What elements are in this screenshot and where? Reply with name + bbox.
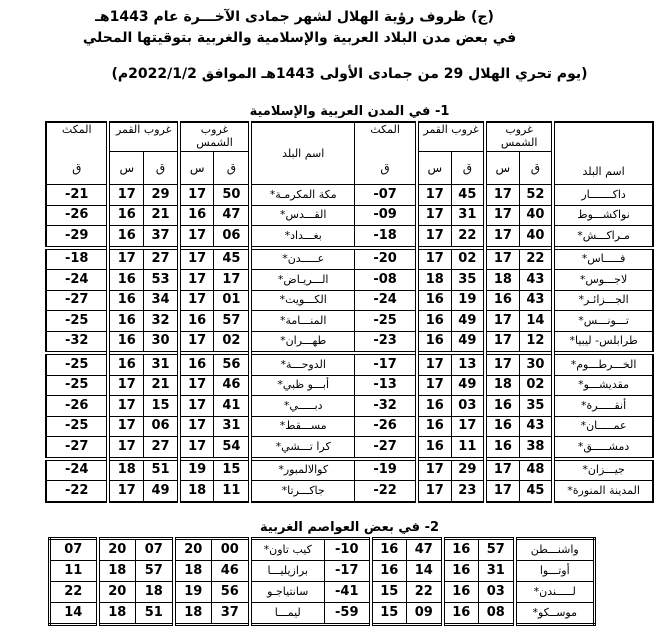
sun-h-cell: 18 [485,375,519,396]
moon-h-cell: 16 [417,331,451,353]
lag-cell: 25- [46,375,108,396]
moon-m-cell: 49 [451,331,485,353]
moon-h-cell: 17 [417,481,451,502]
sun-m-cell: 06 [214,226,250,248]
header-sunset: غروب الشمس [485,122,553,152]
moon-h-cell: 17 [108,396,143,417]
city-name: أبـــو ظبي* [250,375,354,396]
moon-m-cell: 35 [451,270,485,291]
sun-h-cell: 16 [443,561,479,582]
moon-m-cell: 17 [451,416,485,437]
moon-h-cell: 18 [98,561,136,582]
sun-h-cell: 17 [485,331,519,353]
lag-cell: 59- [325,603,371,625]
moon-m-cell: 21 [144,205,179,226]
city-name: واشنـــطن [515,539,595,561]
header-moonset: غروب القمر [417,122,485,152]
sun-m-cell: 03 [479,582,515,603]
city-name: المنـــامة* [250,311,354,332]
city-name: جيـــزان* [553,459,653,481]
moon-h-cell: 17 [108,375,143,396]
lag-cell: 27- [46,290,108,311]
sun-m-cell: 15 [214,459,250,481]
city-name: داكـــــــار [553,185,653,206]
sun-m-cell: 30 [519,353,553,375]
sun-h-cell: 18 [485,270,519,291]
table-row [46,185,653,206]
city-name: عمـــــان* [553,416,653,437]
table-row [50,582,595,603]
moon-h-cell: 17 [417,353,451,375]
lag-cell: 23- [355,331,417,353]
city-name: الـــريـاض* [250,270,354,291]
lag-cell: 09- [355,205,417,226]
moon-m-cell: 23 [451,481,485,502]
sun-h-cell: 17 [485,185,519,206]
document-title: (ج) ظروف رؤية الهلال لشهر جمادى الآخـــرة عام 1443هـ [95,9,494,25]
city-name: سانتياجـو [250,582,325,603]
sun-h-cell: 17 [485,248,519,270]
sun-h-cell: 18 [174,603,212,625]
city-name: كرا تـــشي* [250,437,354,459]
city-name: دمشـــــق* [553,437,653,459]
sun-h-cell: 17 [179,248,214,270]
lag-cell: 22 [50,582,98,603]
sun-m-cell: 40 [519,226,553,248]
document-subtitle: في بعض مدن البلاد العربية والإسلامية والغربية بتوقيتها المحلي [82,30,517,46]
lag-cell: 29- [46,226,108,248]
moon-m-cell: 18 [136,582,174,603]
moon-h-cell: 16 [371,539,407,561]
lag-cell: 07 [50,539,98,561]
lag-cell: 27- [355,437,417,459]
header-hour: س [179,152,214,185]
lag-cell: 22- [46,481,108,502]
lag-cell: 20- [355,248,417,270]
lag-cell: 17- [355,353,417,375]
lag-cell: 25- [46,416,108,437]
city-name: مســـقط* [250,416,354,437]
city-name: تـــونـــس* [553,311,653,332]
moon-h-cell: 17 [108,416,143,437]
moon-h-cell: 15 [371,603,407,625]
moon-h-cell: 16 [108,353,143,375]
lag-cell: 27- [46,437,108,459]
moon-h-cell: 16 [417,311,451,332]
sun-h-cell: 17 [485,353,519,375]
city-name: طرابلس- ليبيا* [553,331,653,353]
moon-m-cell: 13 [451,353,485,375]
sun-h-cell: 16 [485,290,519,311]
sun-h-cell: 16 [485,437,519,459]
sun-h-cell: 17 [485,459,519,481]
sun-h-cell: 16 [443,582,479,603]
table-row [46,270,653,291]
lag-cell: 25- [46,353,108,375]
header-hour: س [417,152,451,185]
moon-h-cell: 17 [108,185,143,206]
moon-m-cell: 15 [144,396,179,417]
section1-title: 1- في المدن العربية والإسلامية [249,104,450,119]
header-city: اسم البلد [553,122,653,185]
sun-h-cell: 16 [485,416,519,437]
moon-m-cell: 09 [407,603,443,625]
moon-m-cell: 22 [451,226,485,248]
city-name: المدينة المنورة* [553,481,653,502]
moon-h-cell: 17 [417,375,451,396]
moon-m-cell: 21 [144,375,179,396]
western-capitals-table [48,537,596,626]
moon-m-cell: 19 [451,290,485,311]
table-row [50,603,595,625]
sun-h-cell: 16 [179,205,214,226]
lag-cell: 25- [355,311,417,332]
city-name: جاكـــرتا* [250,481,354,502]
moon-h-cell: 16 [417,396,451,417]
lag-cell: 18- [355,226,417,248]
moon-h-cell: 17 [417,205,451,226]
table-row [46,311,653,332]
sun-m-cell: 45 [519,481,553,502]
sun-m-cell: 40 [519,205,553,226]
moon-h-cell: 17 [108,248,143,270]
sun-m-cell: 38 [519,437,553,459]
table-row [46,375,653,396]
sun-m-cell: 50 [214,185,250,206]
city-name: الجـــزائـر* [553,290,653,311]
moon-m-cell: 57 [136,561,174,582]
moon-m-cell: 45 [451,185,485,206]
sun-h-cell: 19 [179,459,214,481]
sun-m-cell: 57 [479,539,515,561]
table-row [46,396,653,417]
sun-m-cell: 31 [479,561,515,582]
sun-h-cell: 17 [485,226,519,248]
header-lag: المكث [355,122,417,152]
header-city: اسم البلد [250,122,354,185]
sun-h-cell: 16 [443,539,479,561]
moon-m-cell: 11 [451,437,485,459]
header-hour: س [485,152,519,185]
sun-h-cell: 17 [179,185,214,206]
arab-islamic-cities-table [45,121,654,503]
moon-m-cell: 06 [144,416,179,437]
sun-m-cell: 54 [214,437,250,459]
lag-cell: 21- [46,185,108,206]
lag-cell: 11 [50,561,98,582]
table-row [46,481,653,502]
sun-m-cell: 31 [214,416,250,437]
sun-h-cell: 17 [179,416,214,437]
city-name: عـــــدن* [250,248,354,270]
lag-cell: 17- [325,561,371,582]
lag-cell: 24- [46,270,108,291]
lag-cell: 41- [325,582,371,603]
city-name: كيب تاون* [250,539,325,561]
city-name: موســكو* [515,603,595,625]
moon-h-cell: 17 [108,437,143,459]
table-row [50,539,595,561]
sun-h-cell: 17 [179,270,214,291]
sun-h-cell: 17 [485,311,519,332]
sun-m-cell: 43 [519,416,553,437]
sun-m-cell: 22 [519,248,553,270]
lag-cell: 18- [46,248,108,270]
sun-m-cell: 35 [519,396,553,417]
moon-h-cell: 17 [108,481,143,502]
moon-m-cell: 29 [451,459,485,481]
table-row [46,437,653,459]
sun-h-cell: 17 [179,290,214,311]
moon-h-cell: 16 [371,561,407,582]
moon-h-cell: 20 [98,582,136,603]
sun-m-cell: 47 [214,205,250,226]
lag-cell: 25- [46,311,108,332]
moon-m-cell: 02 [451,248,485,270]
city-name: نواكشـــوط [553,205,653,226]
lag-cell: 24- [46,459,108,481]
table-row [46,290,653,311]
city-name: دبـــــي* [250,396,354,417]
city-name: الدوحـــة* [250,353,354,375]
moon-h-cell: 17 [417,248,451,270]
moon-h-cell: 17 [417,226,451,248]
moon-h-cell: 18 [98,603,136,625]
lag-cell: 24- [355,290,417,311]
lag-cell: 10- [325,539,371,561]
moon-h-cell: 16 [417,437,451,459]
moon-m-cell: 03 [451,396,485,417]
moon-h-cell: 20 [98,539,136,561]
header-minute: ق [355,152,417,185]
sun-m-cell: 46 [212,561,250,582]
moon-m-cell: 49 [144,481,179,502]
observation-date: (يوم تحري الهلال 29 من جمادى الأولى 1443هـ الموافق 2022/1/2م) [111,66,588,82]
header-minute: ق [144,152,179,185]
lag-cell: 14 [50,603,98,625]
header-minute: ق [46,152,108,185]
moon-h-cell: 15 [371,582,407,603]
sun-h-cell: 17 [485,481,519,502]
city-name: مقديشـــو* [553,375,653,396]
lag-cell: 13- [355,375,417,396]
header-lag: المكث [46,122,108,152]
city-name: الخـــرطـــوم* [553,353,653,375]
moon-h-cell: 16 [417,290,451,311]
moon-m-cell: 14 [407,561,443,582]
sun-h-cell: 20 [174,539,212,561]
city-name: لـــــندن* [515,582,595,603]
moon-m-cell: 30 [144,331,179,353]
sun-m-cell: 14 [519,311,553,332]
moon-m-cell: 27 [144,437,179,459]
lag-cell: 19- [355,459,417,481]
sun-m-cell: 52 [519,185,553,206]
city-name: كوالالمبور* [250,459,354,481]
table-row [46,205,653,226]
sun-m-cell: 41 [214,396,250,417]
city-name: لاجـــوس* [553,270,653,291]
header-moonset: غروب القمر [108,122,178,152]
moon-h-cell: 18 [108,459,143,481]
lag-cell: 08- [355,270,417,291]
header-sunset: غروب الشمس [179,122,250,152]
moon-m-cell: 34 [144,290,179,311]
moon-h-cell: 16 [108,270,143,291]
sun-m-cell: 45 [214,248,250,270]
city-name: برازيليـــا [250,561,325,582]
sun-m-cell: 01 [214,290,250,311]
sun-h-cell: 17 [179,226,214,248]
sun-m-cell: 08 [479,603,515,625]
city-name: بغـــداد* [250,226,354,248]
moon-m-cell: 49 [451,311,485,332]
sun-h-cell: 18 [179,481,214,502]
city-name: أوتـــوا [515,561,595,582]
sun-h-cell: 17 [179,331,214,353]
moon-m-cell: 29 [144,185,179,206]
sun-m-cell: 43 [519,290,553,311]
sun-m-cell: 00 [212,539,250,561]
lag-cell: 32- [46,331,108,353]
city-name: القـــدس* [250,205,354,226]
sun-h-cell: 16 [485,396,519,417]
city-name: مكة المكرمـة* [250,185,354,206]
sun-h-cell: 16 [179,353,214,375]
lag-cell: 26- [46,396,108,417]
sun-h-cell: 16 [179,311,214,332]
sun-m-cell: 56 [212,582,250,603]
sun-h-cell: 16 [443,603,479,625]
moon-h-cell: 16 [108,226,143,248]
moon-m-cell: 07 [136,539,174,561]
sun-m-cell: 17 [214,270,250,291]
table-row [50,561,595,582]
moon-h-cell: 16 [108,331,143,353]
lag-cell: 07- [355,185,417,206]
moon-m-cell: 47 [407,539,443,561]
sun-m-cell: 37 [212,603,250,625]
table-row [46,353,653,375]
moon-m-cell: 31 [451,205,485,226]
sun-h-cell: 17 [179,375,214,396]
sun-m-cell: 48 [519,459,553,481]
sun-m-cell: 57 [214,311,250,332]
header-minute: ق [451,152,485,185]
sun-m-cell: 43 [519,270,553,291]
lag-cell: 22- [355,481,417,502]
moon-m-cell: 53 [144,270,179,291]
moon-h-cell: 16 [108,311,143,332]
lag-cell: 26- [355,416,417,437]
section2-title: 2- في بعض العواصم الغربية [259,520,440,535]
city-name: أنقـــــرة* [553,396,653,417]
sun-m-cell: 56 [214,353,250,375]
moon-h-cell: 17 [417,185,451,206]
table-row [46,226,653,248]
sun-m-cell: 12 [519,331,553,353]
city-name: فـــــاس* [553,248,653,270]
moon-m-cell: 51 [136,603,174,625]
table-row [46,248,653,270]
table-row [46,331,653,353]
sun-h-cell: 17 [485,205,519,226]
table-row [46,416,653,437]
moon-m-cell: 51 [144,459,179,481]
city-name: مـراكـــش* [553,226,653,248]
moon-h-cell: 18 [417,270,451,291]
moon-h-cell: 16 [108,290,143,311]
lag-cell: 26- [46,205,108,226]
moon-m-cell: 22 [407,582,443,603]
header-hour: س [108,152,143,185]
sun-h-cell: 19 [174,582,212,603]
moon-m-cell: 27 [144,248,179,270]
moon-h-cell: 16 [417,416,451,437]
sun-m-cell: 02 [214,331,250,353]
header-minute: ق [214,152,250,185]
header-minute: ق [519,152,553,185]
moon-h-cell: 17 [417,459,451,481]
sun-h-cell: 17 [179,396,214,417]
moon-m-cell: 37 [144,226,179,248]
sun-m-cell: 02 [519,375,553,396]
sun-h-cell: 18 [174,561,212,582]
sun-h-cell: 17 [179,437,214,459]
moon-h-cell: 16 [108,205,143,226]
city-name: ليمـــا [250,603,325,625]
moon-m-cell: 31 [144,353,179,375]
city-name: الكـــويت* [250,290,354,311]
lag-cell: 32- [355,396,417,417]
moon-m-cell: 32 [144,311,179,332]
moon-m-cell: 49 [451,375,485,396]
city-name: طهـــران* [250,331,354,353]
sun-m-cell: 11 [214,481,250,502]
table-row [46,459,653,481]
sun-m-cell: 46 [214,375,250,396]
